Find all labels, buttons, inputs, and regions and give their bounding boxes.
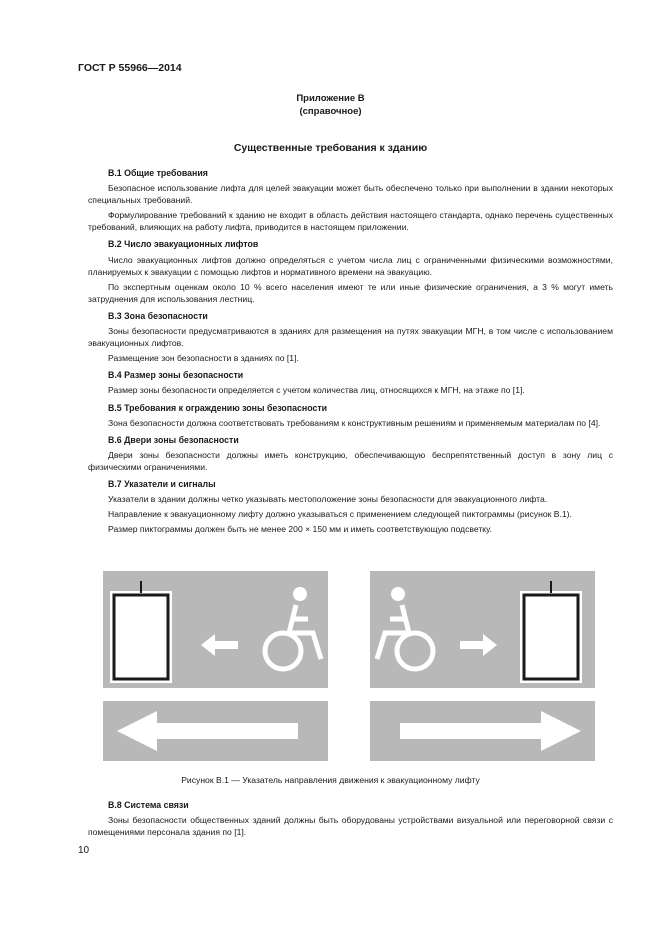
section-b6 — [88, 434, 613, 473]
sign-elevator-right — [370, 571, 595, 761]
appendix-heading — [0, 92, 661, 118]
section-b7 — [88, 478, 613, 535]
section-heading: В.8 Система связи — [108, 800, 189, 810]
section-heading: В.6 Двери зоны безопасности — [108, 434, 239, 445]
paragraph: По экспертным оценкам около 10 % всего населения имеют те или иные физические ограничения, а 3 % могут иметь затруднения для использования лестниц. — [88, 281, 613, 304]
section-b5 — [88, 402, 613, 429]
section-b4 — [88, 369, 613, 396]
sections-content — [88, 167, 613, 540]
figure-caption: Рисунок В.1 — Указатель направления движения к эвакуационному лифту — [181, 775, 480, 785]
paragraph: Безопасное использование лифта для целей эвакуации может быть обеспечено только при выполнении в здании некоторых специальных требований. — [88, 183, 613, 206]
elevator-icon — [110, 581, 172, 683]
paragraph: Направление к эвакуационному лифту должно указываться с применением следующей пиктограммы (рисунок В.1). — [108, 509, 572, 520]
paragraph: Число эвакуационных лифтов должно определяться с учетом числа лиц с ограниченными физическими возможностями, планируемых к эвакуации с помощью лифтов и нормативного времени на эвакуацию. — [88, 254, 613, 277]
appendix-subtitle: (справочное) — [299, 106, 362, 117]
section-b8 — [88, 799, 613, 838]
paragraph: Размещение зон безопасности в зданиях по [1]. — [108, 353, 299, 364]
section-heading: В.5 Требования к ограждению зоны безопасности — [108, 402, 328, 413]
paragraph: Двери зоны безопасности должны иметь конструкцию, обеспечивающую беспрепятственный доступ в зону лиц с физическими ограничениями. — [88, 449, 613, 472]
evacuation-elevator-signs — [103, 571, 583, 761]
section-heading: В.1 Общие требования — [108, 168, 208, 178]
appendix-title: Приложение В — [296, 93, 365, 104]
standard-number: ГОСТ Р 55966—2014 — [78, 62, 182, 74]
paragraph: Формулирование требований к зданию не входит в область действия настоящего стандарта, однако перечень существенных требований, влияющих на работу лифта, приводится в настоящем приложении. — [88, 210, 613, 233]
paragraph: Размер зоны безопасности определяется с учетом количества лиц, относящихся к МГН, на этаже по [1]. — [108, 385, 525, 396]
paragraph: Размер пиктограммы должен быть не менее 200 × 150 мм и иметь соответствующую подсветку. — [108, 524, 492, 535]
elevator-icon — [520, 581, 582, 683]
paragraph: Указатели в здании должны четко указывать местоположение зоны безопасности для эвакуационного лифта. — [108, 494, 548, 505]
paragraph: Зоны безопасности общественных зданий должны быть оборудованы устройствами визуальной или переговорной связи с помещениями персонала здания по [1]. — [88, 815, 613, 838]
main-title: Существенные требования к зданию — [233, 142, 428, 154]
section-heading: В.7 Указатели и сигналы — [108, 478, 216, 489]
section-heading: В.2 Число эвакуационных лифтов — [108, 239, 259, 250]
paragraph: Зона безопасности должна соответствовать требованиям к конструктивным решениям и применяемым материалам по [4]. — [108, 417, 601, 428]
section-heading: В.4 Размер зоны безопасности — [108, 370, 244, 381]
section-b3 — [88, 310, 613, 364]
section-heading: В.3 Зона безопасности — [108, 310, 208, 321]
paragraph: Зоны безопасности предусматриваются в зданиях для размещения на путях эвакуации МГН, в том числе с использованием эвакуационных лифтов. — [88, 326, 613, 349]
section-b1 — [88, 167, 613, 233]
page-number: 10 — [78, 845, 90, 856]
section-b2 — [88, 238, 613, 304]
sign-elevator-left — [103, 571, 328, 761]
